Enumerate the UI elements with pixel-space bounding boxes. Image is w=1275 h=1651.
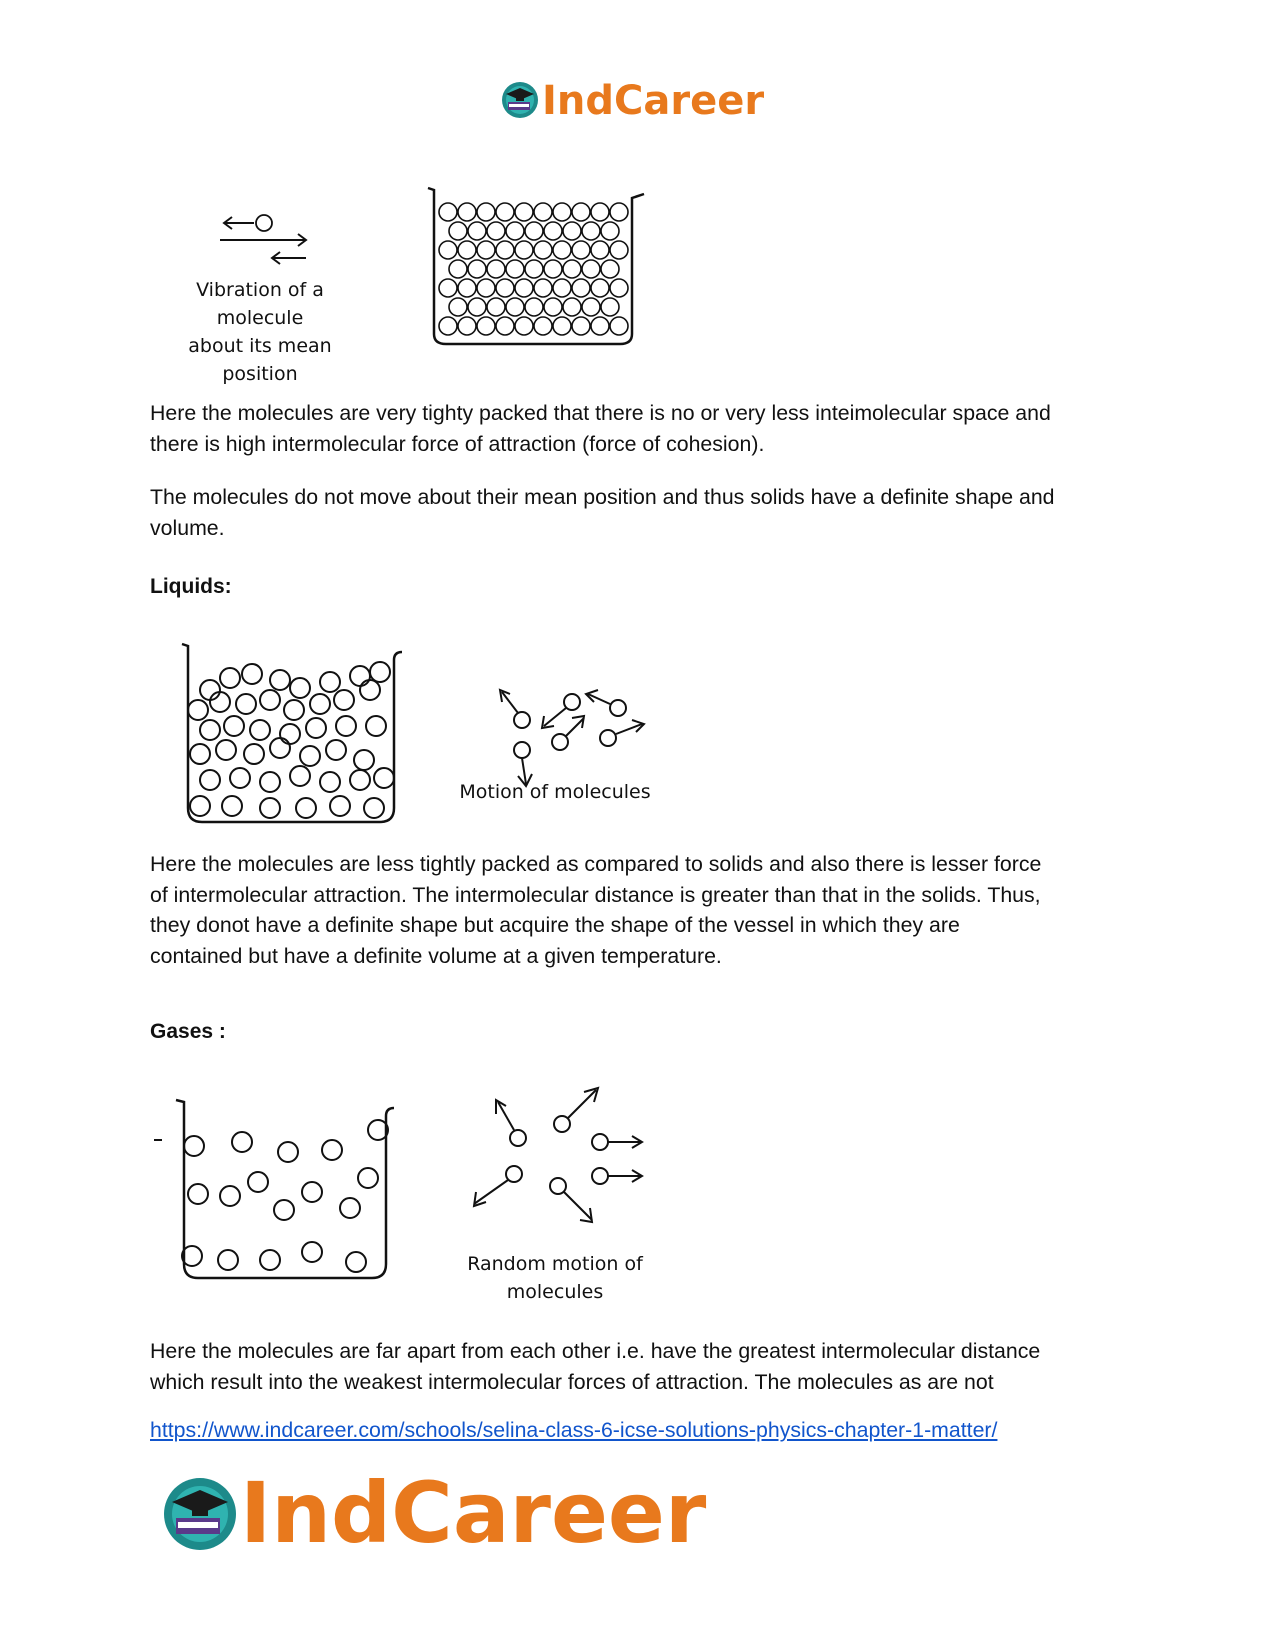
molecule-circle bbox=[506, 298, 524, 316]
molecule-circle bbox=[320, 772, 340, 792]
molecule-circle bbox=[515, 241, 533, 259]
footer-logo bbox=[160, 1464, 707, 1563]
molecule-circle bbox=[370, 662, 390, 682]
molecule-circle bbox=[496, 241, 514, 259]
molecule-circle bbox=[534, 241, 552, 259]
molecule-circle bbox=[300, 746, 320, 766]
molecule-circle bbox=[280, 724, 300, 744]
molecule-circle bbox=[244, 744, 264, 764]
molecule-circle bbox=[449, 260, 467, 278]
molecule-circle bbox=[610, 203, 628, 221]
molecule-circle bbox=[216, 740, 236, 760]
molecule-circle bbox=[601, 298, 619, 316]
molecule-circle bbox=[248, 1172, 268, 1192]
molecule-circle bbox=[270, 738, 290, 758]
molecule-circle bbox=[525, 222, 543, 240]
molecule-circle bbox=[553, 203, 571, 221]
molecule-circle bbox=[439, 241, 457, 259]
molecule-circle bbox=[364, 798, 384, 818]
molecule-circle bbox=[610, 241, 628, 259]
paragraph-solids-1: Here the molecules are very tighty packed that there is no or very less inteimolecular space and there is high intermolecular force of attraction (force of cohesion). bbox=[150, 401, 1051, 456]
header-logo bbox=[500, 78, 780, 128]
gas-caption-line1: Random motion of bbox=[467, 1253, 643, 1275]
solid-vessel bbox=[422, 184, 662, 354]
molecule-circle bbox=[188, 700, 208, 720]
molecule-circle bbox=[601, 222, 619, 240]
molecule-circle bbox=[572, 317, 590, 335]
molecule-circle bbox=[330, 796, 350, 816]
molecule-circle bbox=[487, 222, 505, 240]
molecule-circle bbox=[306, 718, 326, 738]
molecule-circle bbox=[270, 670, 290, 690]
molecule-circle bbox=[350, 770, 370, 790]
molecule-circle bbox=[544, 260, 562, 278]
molecule-circle bbox=[515, 317, 533, 335]
molecule-circle bbox=[236, 694, 256, 714]
molecule-circle bbox=[477, 317, 495, 335]
molecule-circle bbox=[591, 317, 609, 335]
molecule-circle bbox=[591, 203, 609, 221]
molecule-circle bbox=[278, 1142, 298, 1162]
molecule-circle bbox=[458, 279, 476, 297]
molecule-circle bbox=[487, 298, 505, 316]
molecule-circle bbox=[515, 203, 533, 221]
molecule-circle bbox=[563, 298, 581, 316]
molecule-circle bbox=[525, 260, 543, 278]
molecule-circle bbox=[190, 744, 210, 764]
solid-caption-line1: Vibration of a molecule bbox=[196, 279, 324, 329]
molecule-circle bbox=[506, 260, 524, 278]
molecule-circle bbox=[284, 700, 304, 720]
liquid-figure bbox=[170, 630, 670, 830]
molecule-circle bbox=[232, 1132, 252, 1152]
molecule-circle bbox=[506, 222, 524, 240]
molecule-circle bbox=[477, 279, 495, 297]
molecule-circle bbox=[534, 203, 552, 221]
molecule-circle bbox=[184, 1136, 204, 1156]
molecule-circle bbox=[222, 796, 242, 816]
molecule-circle bbox=[260, 772, 280, 792]
molecule-circle bbox=[468, 298, 486, 316]
molecule-circle bbox=[496, 317, 514, 335]
molecule-circle bbox=[544, 298, 562, 316]
molecule-circle bbox=[468, 222, 486, 240]
paragraph-gases: Here the molecules are far apart from each other i.e. have the greatest intermolecular distance which result into the weakest intermolecular forces of attraction. The molecules as are not bbox=[150, 1339, 1041, 1394]
molecule-circle bbox=[572, 203, 590, 221]
molecule-circle bbox=[563, 222, 581, 240]
molecule-circle bbox=[340, 1198, 360, 1218]
heading-gases: Gases : bbox=[150, 1020, 226, 1043]
molecule-circle bbox=[374, 768, 394, 788]
molecule-circle bbox=[496, 279, 514, 297]
graduation-cap-book-icon bbox=[500, 80, 540, 120]
molecule-circle bbox=[534, 279, 552, 297]
molecule-circle bbox=[582, 298, 600, 316]
molecule-circle bbox=[515, 279, 533, 297]
molecule-circle bbox=[439, 317, 457, 335]
liquid-motion-diagram bbox=[460, 670, 660, 790]
molecule-circle bbox=[496, 203, 514, 221]
molecule-circle bbox=[601, 260, 619, 278]
gas-vessel bbox=[150, 1070, 420, 1290]
molecule-circle bbox=[360, 680, 380, 700]
molecule-circle bbox=[322, 1140, 342, 1160]
molecule-circle bbox=[350, 666, 370, 686]
molecule-circle bbox=[354, 750, 374, 770]
molecule-circle bbox=[302, 1242, 322, 1262]
molecule-circle bbox=[320, 672, 340, 692]
molecule-circle bbox=[439, 203, 457, 221]
molecule-circle bbox=[358, 1168, 378, 1188]
paragraph-liquids: Here the molecules are less tightly packed as compared to solids and also there is lesser force of intermolecular attraction. The intermolecular distance is greater than that in the solids. Thus, they donot have a definite shape but acquire the shape of the vessel in which they are contained but have a definite volume at a given temperature. bbox=[150, 852, 1042, 968]
molecule-circle bbox=[553, 317, 571, 335]
molecule-circle bbox=[591, 279, 609, 297]
molecule-circle bbox=[190, 796, 210, 816]
molecule-circle bbox=[346, 1252, 366, 1272]
molecule-circle bbox=[487, 260, 505, 278]
molecule-circle bbox=[224, 716, 244, 736]
molecule-circle bbox=[553, 279, 571, 297]
molecule-circle bbox=[274, 1200, 294, 1220]
molecule-circle bbox=[260, 690, 280, 710]
molecule-circle bbox=[302, 1182, 322, 1202]
molecule-circle bbox=[256, 215, 272, 231]
gas-caption bbox=[440, 1250, 670, 1306]
molecule-circle bbox=[553, 241, 571, 259]
molecule-circle bbox=[610, 279, 628, 297]
molecule-circle bbox=[220, 668, 240, 688]
molecule-circle bbox=[591, 241, 609, 259]
molecule-circle bbox=[336, 716, 356, 736]
molecule-circle bbox=[220, 1186, 240, 1206]
paragraph-solids-2: The molecules do not move about their mean position and thus solids have a definite shape and volume. bbox=[150, 485, 1055, 540]
molecule-circle bbox=[200, 770, 220, 790]
molecule-circle bbox=[326, 740, 346, 760]
molecule-circle bbox=[230, 768, 250, 788]
source-link[interactable]: https://www.indcareer.com/schools/selina-class-6-icse-solutions-physics-chapter-1-matter/ bbox=[150, 1418, 998, 1442]
solid-caption bbox=[150, 276, 370, 388]
molecule-circle bbox=[334, 690, 354, 710]
molecule-circle bbox=[544, 222, 562, 240]
gas-figure bbox=[150, 1070, 670, 1310]
molecule-circle bbox=[534, 317, 552, 335]
molecule-circle bbox=[582, 260, 600, 278]
molecule-circle bbox=[449, 222, 467, 240]
liquid-vessel bbox=[170, 630, 420, 830]
gas-motion-diagram bbox=[470, 1080, 670, 1230]
molecule-circle bbox=[439, 279, 457, 297]
molecule-circle bbox=[242, 664, 262, 684]
graduation-cap-book-icon bbox=[160, 1474, 240, 1554]
gas-caption-line2: molecules bbox=[506, 1281, 604, 1303]
molecule-circle bbox=[458, 203, 476, 221]
logo-text: IndCareer bbox=[542, 78, 765, 124]
molecule-circle bbox=[525, 298, 543, 316]
molecule-circle bbox=[218, 1250, 238, 1270]
molecule-circle bbox=[572, 279, 590, 297]
logo-text: IndCareer bbox=[240, 1464, 707, 1562]
heading-liquids: Liquids: bbox=[150, 575, 232, 598]
molecule-circle bbox=[310, 694, 330, 714]
molecule-circle bbox=[477, 203, 495, 221]
molecule-circle bbox=[563, 260, 581, 278]
molecule-circle bbox=[458, 241, 476, 259]
molecule-circle bbox=[188, 1184, 208, 1204]
molecule-circle bbox=[200, 720, 220, 740]
solid-caption-line2: about its mean position bbox=[188, 335, 332, 385]
molecule-circle bbox=[582, 222, 600, 240]
molecule-circle bbox=[200, 680, 220, 700]
molecule-circle bbox=[250, 720, 270, 740]
molecule-circle bbox=[290, 766, 310, 786]
molecule-circle bbox=[477, 241, 495, 259]
molecule-circle bbox=[260, 798, 280, 818]
molecule-circle bbox=[468, 260, 486, 278]
molecule-circle bbox=[210, 692, 230, 712]
molecule-circle bbox=[572, 241, 590, 259]
molecule-circle bbox=[296, 798, 316, 818]
molecule-circle bbox=[290, 678, 310, 698]
solid-figure bbox=[150, 180, 670, 385]
molecule-circle bbox=[610, 317, 628, 335]
molecule-circle bbox=[449, 298, 467, 316]
molecule-circle bbox=[260, 1250, 280, 1270]
molecule-circle bbox=[458, 317, 476, 335]
molecule-circle bbox=[366, 716, 386, 736]
liquid-caption: Motion of molecules bbox=[459, 781, 651, 803]
